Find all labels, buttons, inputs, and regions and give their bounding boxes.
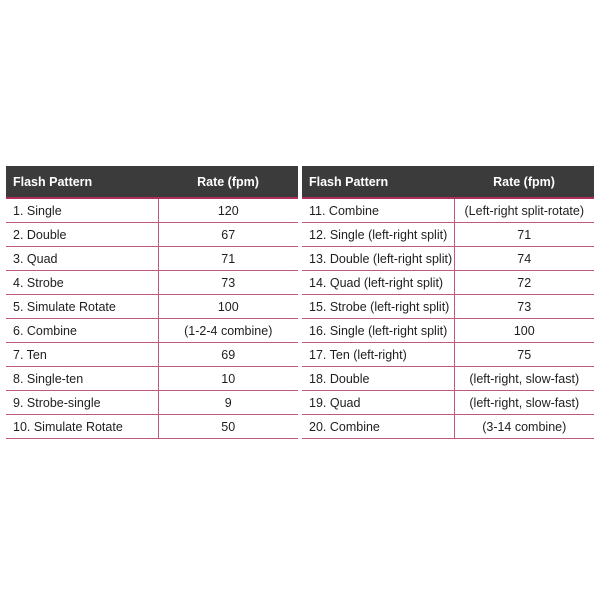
rate-cell: (left-right, slow-fast) (454, 391, 594, 415)
rate-cell: 73 (454, 295, 594, 319)
pattern-cell: 14. Quad (left-right split) (302, 271, 454, 295)
rate-cell: (left-right, slow-fast) (454, 367, 594, 391)
pattern-cell: 9. Strobe-single (6, 391, 158, 415)
rate-cell: 100 (158, 295, 298, 319)
table-row (6, 198, 298, 223)
table-row (6, 247, 298, 271)
rate-cell: 50 (158, 415, 298, 439)
table-row (302, 247, 594, 271)
pattern-cell: 2. Double (6, 223, 158, 247)
rate-cell: 71 (158, 247, 298, 271)
pattern-cell: 10. Simulate Rotate (6, 415, 158, 439)
pattern-cell: 13. Double (left-right split) (302, 247, 454, 271)
pattern-cell: 19. Quad (302, 391, 454, 415)
table-row (302, 343, 594, 367)
header-flash-pattern: Flash Pattern (302, 166, 454, 198)
pattern-cell: 17. Ten (left-right) (302, 343, 454, 367)
table-row (6, 319, 298, 343)
table-header-row (302, 166, 594, 198)
rate-cell: 69 (158, 343, 298, 367)
pattern-cell: 11. Combine (302, 198, 454, 223)
header-rate: Rate (fpm) (454, 166, 594, 198)
table-row (302, 391, 594, 415)
rate-cell: 73 (158, 271, 298, 295)
rate-cell: 72 (454, 271, 594, 295)
pattern-cell: 12. Single (left-right split) (302, 223, 454, 247)
table-row (6, 391, 298, 415)
pattern-cell: 3. Quad (6, 247, 158, 271)
flash-pattern-table-right (302, 166, 594, 439)
table-row (6, 223, 298, 247)
pattern-cell: 8. Single-ten (6, 367, 158, 391)
pattern-cell: 1. Single (6, 198, 158, 223)
header-flash-pattern: Flash Pattern (6, 166, 158, 198)
flash-pattern-table-left (6, 166, 298, 439)
rate-cell: (Left-right split-rotate) (454, 198, 594, 223)
header-rate: Rate (fpm) (158, 166, 298, 198)
table-header-row (6, 166, 298, 198)
table-row (302, 271, 594, 295)
table-row (302, 295, 594, 319)
pattern-cell: 20. Combine (302, 415, 454, 439)
table-row (302, 367, 594, 391)
pattern-cell: 18. Double (302, 367, 454, 391)
table-row (302, 319, 594, 343)
pattern-cell: 16. Single (left-right split) (302, 319, 454, 343)
table-row (6, 367, 298, 391)
table-row (302, 198, 594, 223)
pattern-cell: 7. Ten (6, 343, 158, 367)
pattern-cell: 4. Strobe (6, 271, 158, 295)
table-row (6, 343, 298, 367)
rate-cell: 74 (454, 247, 594, 271)
table-row (302, 415, 594, 439)
pattern-cell: 6. Combine (6, 319, 158, 343)
rate-cell: 100 (454, 319, 594, 343)
table-row (302, 223, 594, 247)
rate-cell: 71 (454, 223, 594, 247)
rate-cell: (3-14 combine) (454, 415, 594, 439)
rate-cell: 75 (454, 343, 594, 367)
table-row (6, 295, 298, 319)
rate-cell: 120 (158, 198, 298, 223)
table-row (6, 271, 298, 295)
rate-cell: 67 (158, 223, 298, 247)
pattern-cell: 5. Simulate Rotate (6, 295, 158, 319)
rate-cell: (1-2-4 combine) (158, 319, 298, 343)
pattern-cell: 15. Strobe (left-right split) (302, 295, 454, 319)
rate-cell: 10 (158, 367, 298, 391)
table-row (6, 415, 298, 439)
rate-cell: 9 (158, 391, 298, 415)
